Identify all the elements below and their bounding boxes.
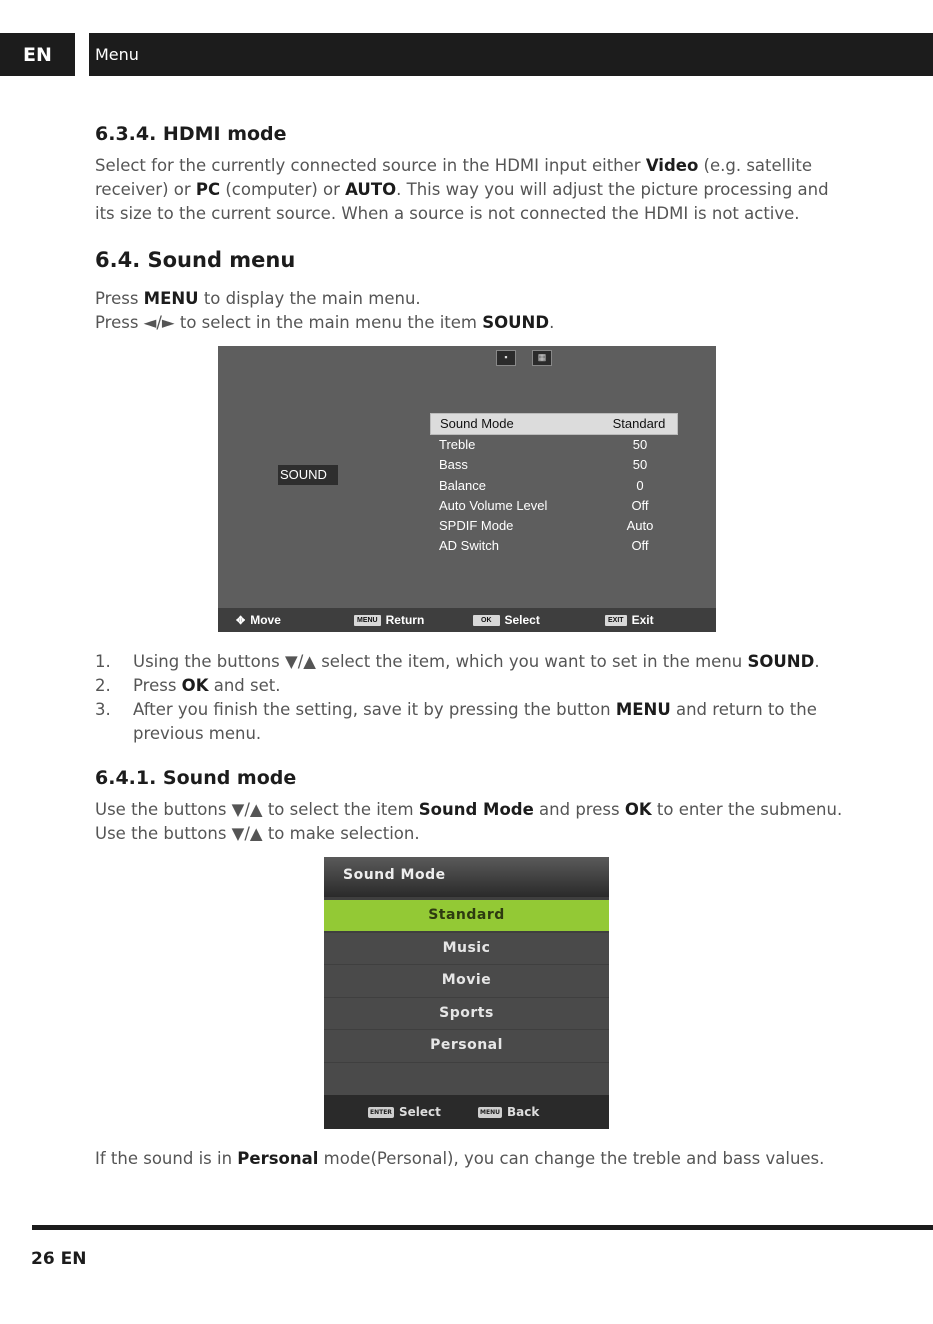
submenu-title: Sound Mode: [324, 857, 609, 897]
osd-row[interactable]: [430, 455, 678, 475]
grid-icon: ▦: [532, 350, 552, 366]
osd-row-value: 0: [636, 477, 644, 493]
osd-row-label: Bass: [439, 457, 468, 473]
osd-return-hint: MENU Return: [354, 608, 424, 632]
submenu-item[interactable]: Standard: [324, 900, 609, 931]
osd-row-value: Off: [631, 497, 649, 513]
hdmi-text-line-3: its size to the current source. When a source is not connected the HDMI is not active.: [95, 204, 800, 223]
osd-row[interactable]: [430, 413, 678, 435]
sound-menu-heading: 6.4. Sound menu: [95, 248, 296, 272]
move-arrows-icon: ✥: [236, 614, 246, 627]
osd-exit-hint: EXIT Exit: [605, 608, 654, 632]
hdmi-mode-heading: 6.3.4. HDMI mode: [95, 123, 287, 145]
submenu-item[interactable]: Personal: [324, 1030, 609, 1061]
osd-row-value: 50: [632, 437, 648, 452]
language-tab: EN: [0, 33, 75, 76]
section-title: Menu: [95, 45, 139, 64]
osd-row-value: 50: [632, 457, 648, 473]
osd-row-label: Balance: [439, 477, 486, 493]
osd-side-label: SOUND: [278, 465, 338, 485]
osd-row-label: AD Switch: [439, 538, 499, 554]
osd-row-value: Auto: [626, 518, 654, 534]
osd-select-hint: OK Select: [473, 608, 540, 632]
osd-settings-list: [430, 413, 678, 557]
osd-row[interactable]: [430, 476, 678, 496]
submenu-item[interactable]: Sports: [324, 998, 609, 1029]
sound-mode-line-2: Use the buttons ▼/▲ to make selection.: [95, 824, 420, 843]
sound-menu-line-2: Press ◄/► to select in the main menu the item SOUND.: [95, 313, 555, 332]
osd-row-label: Auto Volume Level: [439, 497, 548, 513]
osd-row[interactable]: [430, 516, 678, 536]
lock-icon: ▪: [496, 350, 516, 366]
submenu-back-hint: MENU Back: [480, 1105, 540, 1119]
sound-menu-line-1: Press MENU to display the main menu.: [95, 289, 421, 308]
osd-row-value: Off: [631, 538, 649, 554]
step-3-text: After you finish the setting, save it by pressing the button MENU and return to the: [133, 700, 817, 719]
enter-key-icon: ENTER: [370, 1108, 392, 1116]
submenu-select-hint: ENTER Select: [370, 1105, 441, 1119]
step-1-text: Using the buttons ▼/▲ select the item, which you want to set in the menu SOUND.: [133, 652, 820, 671]
osd-row-value: Standard: [612, 416, 666, 431]
step-3-text-cont: previous menu.: [133, 724, 262, 743]
osd-footer: [218, 608, 716, 632]
osd-row-label: SPDIF Mode: [439, 518, 514, 534]
osd-row[interactable]: [430, 435, 678, 455]
sound-mode-line-1: Use the buttons ▼/▲ to select the item Sound Mode and press OK to enter the submenu.: [95, 800, 843, 819]
sound-mode-submenu-screenshot: [324, 857, 609, 1129]
sound-menu-screenshot: [218, 346, 716, 632]
step-3-number: 3.: [95, 700, 111, 719]
footer-rule: [32, 1225, 933, 1230]
osd-row-label: Treble: [439, 437, 476, 452]
submenu-footer: [324, 1095, 609, 1129]
submenu-item[interactable]: Movie: [324, 965, 609, 996]
step-1-number: 1.: [95, 652, 111, 671]
personal-mode-text: If the sound is in Personal mode(Personal), you can change the treble and bass values.: [95, 1149, 825, 1168]
submenu-empty-slot: [324, 1063, 609, 1096]
step-2-text: Press OK and set.: [133, 676, 281, 695]
hdmi-text-line-1: Select for the currently connected source in the HDMI input either Video (e.g. satellite: [95, 156, 813, 175]
hdmi-text-line-2: receiver) or PC (computer) or AUTO. This way you will adjust the picture processing and: [95, 180, 829, 199]
osd-move-hint: ✥ Move: [236, 613, 281, 627]
page-number: 26 EN: [31, 1249, 87, 1269]
sound-mode-heading: 6.4.1. Sound mode: [95, 767, 297, 789]
osd-row-label: Sound Mode: [440, 416, 514, 431]
osd-row[interactable]: [430, 496, 678, 516]
section-header: [89, 33, 933, 76]
step-2-number: 2.: [95, 676, 111, 695]
osd-row[interactable]: [430, 536, 678, 556]
submenu-list: [324, 900, 609, 1097]
submenu-item[interactable]: Music: [324, 933, 609, 964]
menu-key-icon: MENU: [480, 1108, 500, 1116]
